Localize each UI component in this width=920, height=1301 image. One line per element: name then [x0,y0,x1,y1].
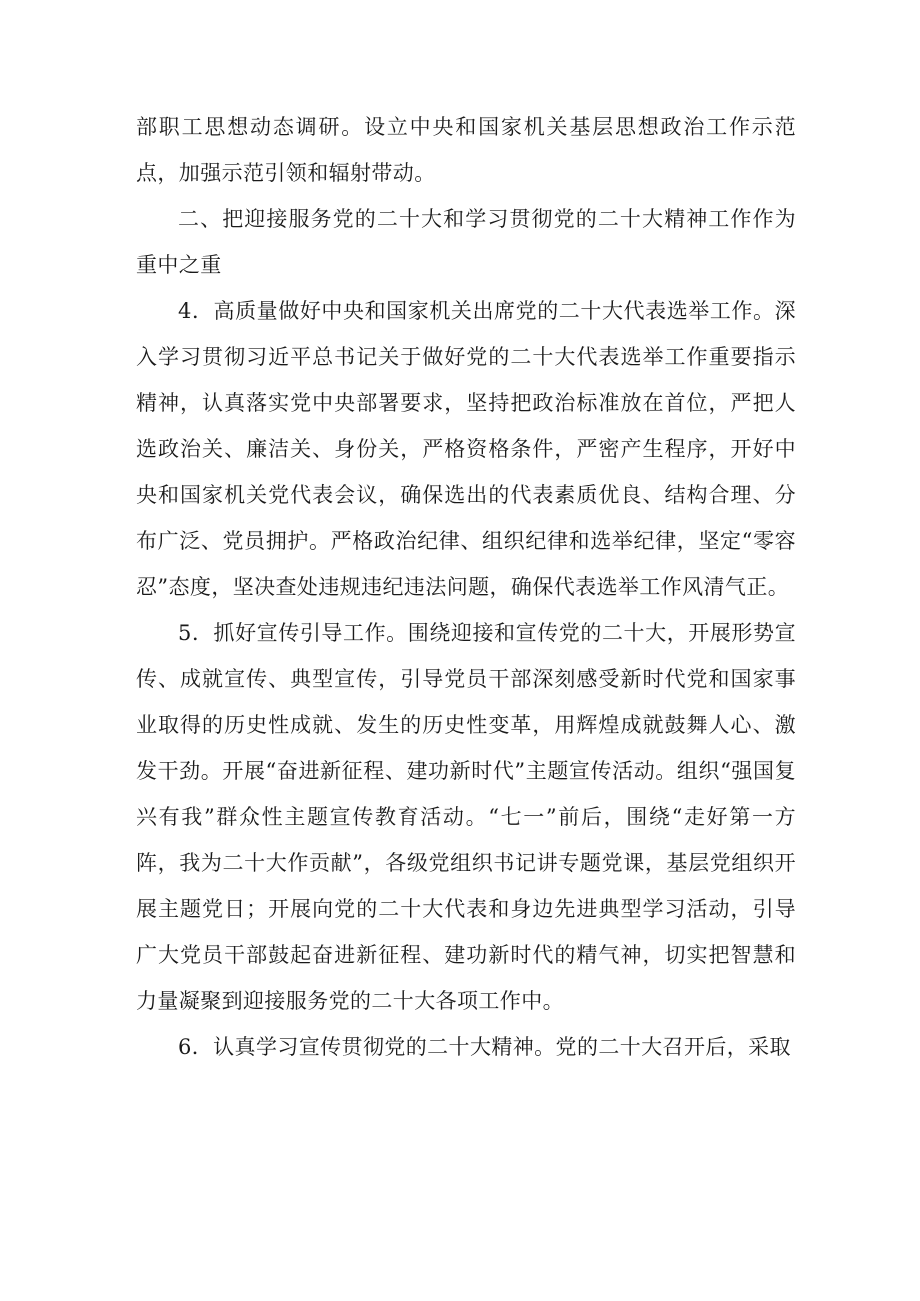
paragraph-item-6: 6．认真学习宣传贯彻党的二十大精神。党的二十大召开后，采取 [178,1035,791,1059]
document-body [136,104,796,1070]
paragraph-continuation: 部职工思想动态调研。设立中央和国家机关基层思想政治工作示范点，加强示范引领和辐射带动。 [136,115,796,185]
paragraph-item-4: 4．高质量做好中央和国家机关出席党的二十大代表选举工作。深入学习贯彻习近平总书记关于做好党的二十大代表选举工作重要指示精神，认真落实党中央部署要求，坚持把政治标准放在首位，严把人选政治关、廉洁关、身份关，严格资格条件，严密产生程序，开好中央和国家机关党代表会议，确保选出的代表素质优良、结构合理、分布广泛、党员拥护。严格政治纪律、组织纪律和选举纪律，坚定“零容忍”态度，坚决查处违规违纪违法问题，确保代表选举工作风清气正。 [136,299,796,599]
section-heading: 二、把迎接服务党的二十大和学习贯彻党的二十大精神工作作为重中之重 [136,207,796,277]
paragraph-item-5: 5．抓好宣传引导工作。围绕迎接和宣传党的二十大，开展形势宣传、成就宣传、典型宣传，引导党员干部深刻感受新时代党和国家事业取得的历史性成就、发生的历史性变革，用辉煌成就鼓舞人心、激发干劲。开展“奋进新征程、建功新时代”主题宣传活动。组织“强国复兴有我”群众性主题宣传教育活动。“七一”前后，围绕“走好第一方阵，我为二十大作贡献”，各级党组织书记讲专题党课，基层党组织开展主题党日；开展向党的二十大代表和身边先进典型学习活动，引导广大党员干部鼓起奋进新征程、建功新时代的精气神，切实把智慧和力量凝聚到迎接服务党的二十大各项工作中。 [136,621,796,1013]
